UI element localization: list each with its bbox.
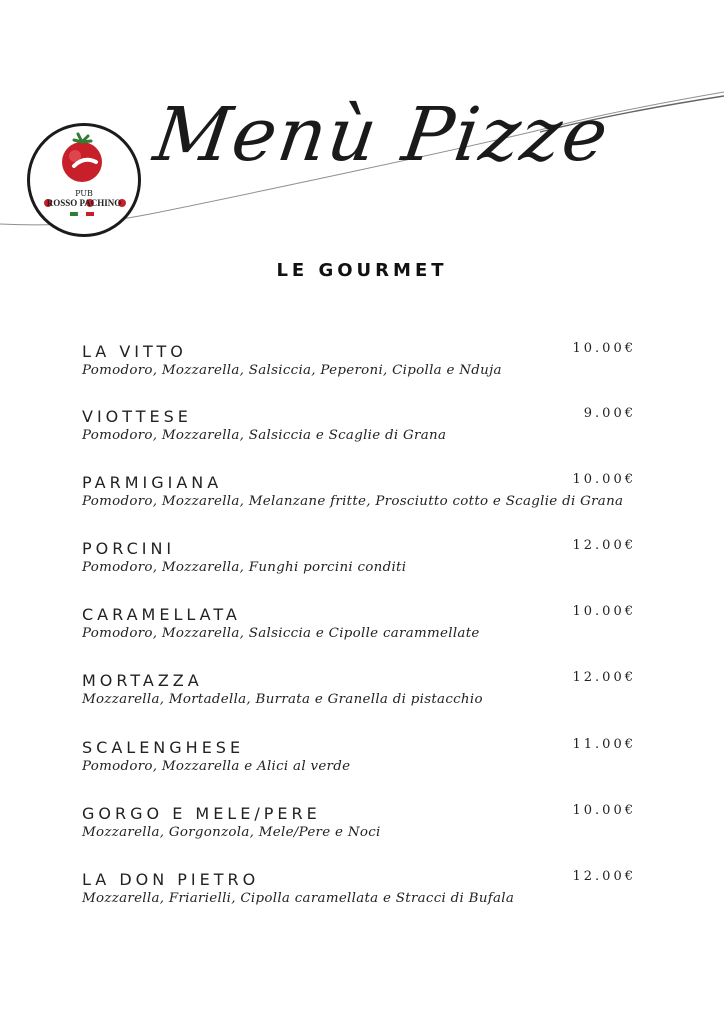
pizza-price: 11.00€: [572, 737, 636, 752]
pizza-description: Pomodoro, Mozzarella e Alici al verde: [82, 759, 351, 774]
pizza-description: Pomodoro, Mozzarella, Salsiccia, Peperoni, Cipolla e Nduja: [82, 363, 502, 378]
pizza-name: CARAMELLATA: [82, 605, 241, 624]
pizza-price: 10.00€: [572, 803, 636, 818]
pizza-description: Pomodoro, Mozzarella, Salsiccia e Scaglie di Grana: [82, 428, 447, 443]
pizza-description: Mozzarella, Friarielli, Cipolla caramellata e Stracci di Bufala: [82, 891, 515, 906]
pizza-name: PORCINI: [82, 539, 176, 558]
logo-pub-text: PUB: [75, 189, 93, 198]
pizza-price: 12.00€: [572, 869, 636, 884]
pizza-description: Pomodoro, Mozzarella, Melanzane fritte, Prosciutto cotto e Scaglie di Grana: [82, 494, 624, 509]
tomato-icon: [30, 126, 138, 234]
pizza-price: 9.00€: [583, 406, 636, 421]
pizza-name: SCALENGHESE: [82, 738, 245, 757]
page-title: Menù Pizze: [148, 92, 615, 178]
pizza-description: Mozzarella, Gorgonzola, Mele/Pere e Noci: [82, 825, 381, 840]
pizza-price: 10.00€: [572, 604, 636, 619]
pizza-description: Mozzarella, Mortadella, Burrata e Granella di pistacchio: [82, 692, 483, 707]
pub-logo: [27, 123, 141, 237]
pizza-description: Pomodoro, Mozzarella, Funghi porcini conditi: [82, 560, 407, 575]
pizza-name: MORTAZZA: [82, 671, 203, 690]
section-title: LE GOURMET: [276, 260, 448, 281]
pizza-name: GORGO E MELE/PERE: [82, 804, 321, 823]
pizza-description: Pomodoro, Mozzarella, Salsiccia e Cipolle carammellate: [82, 626, 480, 641]
pizza-price: 10.00€: [572, 341, 636, 356]
pizza-name: VIOTTESE: [82, 407, 192, 426]
pizza-name: PARMIGIANA: [82, 473, 223, 492]
pizza-price: 12.00€: [572, 670, 636, 685]
pizza-name: LA VITTO: [82, 342, 187, 361]
logo-brand-text: ROSSO PACHINO: [46, 198, 122, 208]
pizza-price: 10.00€: [572, 472, 636, 487]
pizza-name: LA DON PIETRO: [82, 870, 260, 889]
menu-header: [0, 0, 724, 250]
pizza-price: 12.00€: [572, 538, 636, 553]
